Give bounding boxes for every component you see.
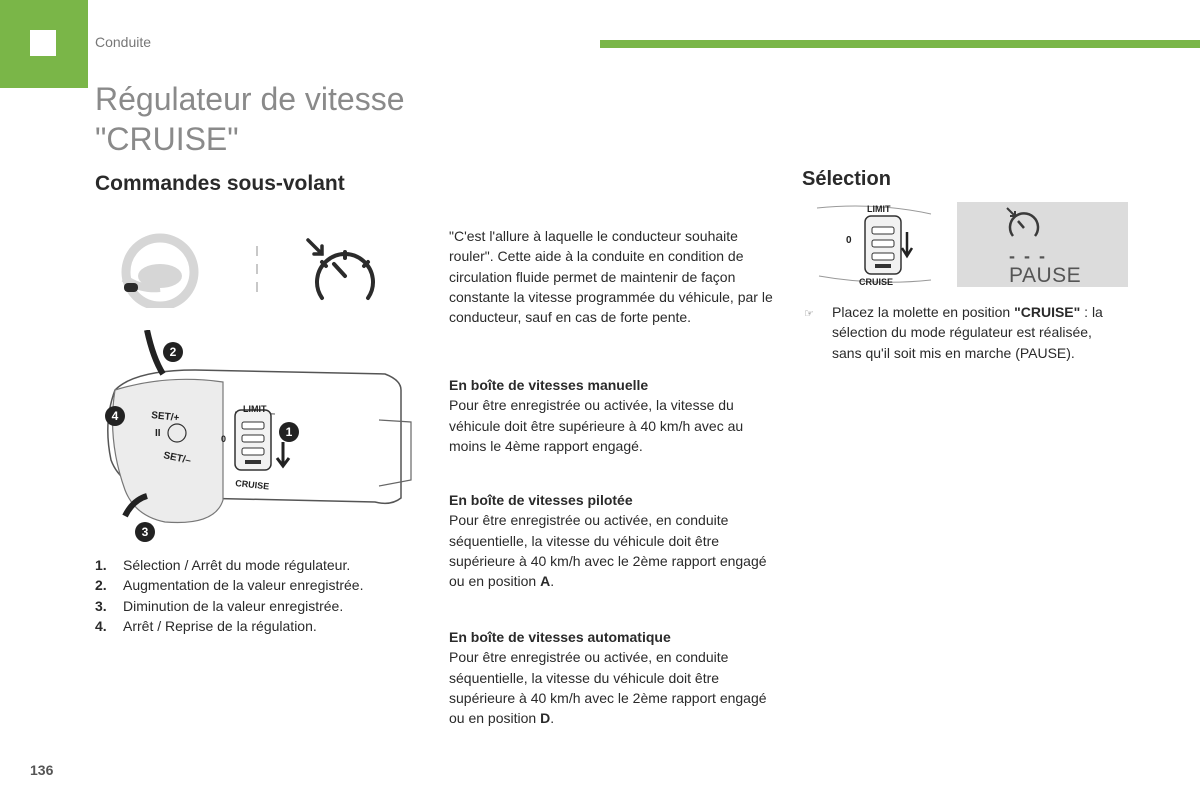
chapter-tab-marker bbox=[30, 30, 56, 56]
gearbox-piloted-title: En boîte de vitesses pilotée bbox=[449, 492, 633, 508]
stalk-label-zero: 0 bbox=[221, 434, 227, 444]
selection-instruction bbox=[804, 302, 1124, 363]
gearbox-piloted-position: A bbox=[540, 573, 551, 590]
svg-text:4: 4 bbox=[111, 409, 119, 423]
selection-instruction-text: Placez la molette en position "CRUISE" : la sélection du mode régulateur est réalisée, sans qu'il soit mis en marche (PAUSE). bbox=[832, 304, 1103, 361]
gearbox-piloted-period: . bbox=[550, 573, 555, 590]
stalk-label-pause-mark: II bbox=[155, 428, 161, 439]
svg-text:3: 3 bbox=[141, 525, 149, 539]
gearbox-automatic-text: Pour être enregistrée ou activée, en conduite séquentielle, la vitesse du véhicule doit être supérieure à 40 km/h avec le 2ème rapport engagé ou en position bbox=[449, 649, 767, 727]
header-accent-bar bbox=[600, 40, 1200, 48]
page-title-line-1: Régulateur de vitesse bbox=[95, 81, 405, 117]
gearbox-automatic-block bbox=[449, 627, 774, 728]
gearbox-manual-block bbox=[449, 375, 774, 456]
gearbox-manual-text: Pour être enregistrée ou activée, la vitesse du véhicule doit être supérieure à 40 km/h avec au moins le 4ème rapport engagé. bbox=[449, 397, 744, 454]
selection-label-cruise: CRUISE bbox=[859, 277, 894, 287]
page-title-line-2: "CRUISE" bbox=[95, 121, 239, 157]
intro-paragraph: "C'est l'allure à laquelle le conducteur souhaite rouler". Cette aide à la conduite en condition de circulation fluide permet de maintenir de façon constante la vitesse programmée du véhicule, par le conducteur, sauf en cas de forte pente. bbox=[449, 228, 773, 326]
cruise-speedometer-icon bbox=[308, 240, 373, 298]
instrument-display bbox=[957, 202, 1128, 287]
selection-heading: Sélection bbox=[802, 168, 891, 190]
steering-wheel-icon bbox=[124, 238, 194, 306]
gearbox-piloted-block bbox=[449, 490, 774, 591]
legend-item: 2. Augmentation de la valeur enregistrée. bbox=[95, 577, 364, 594]
thumbwheel bbox=[235, 410, 271, 470]
hand-pointer-icon: ☞ bbox=[804, 308, 814, 320]
gearbox-automatic-period: . bbox=[550, 710, 555, 727]
cruise-stalk-diagram bbox=[95, 330, 415, 545]
stalk-label-cruise: CRUISE bbox=[234, 478, 270, 492]
selection-down-arrow-icon bbox=[902, 232, 912, 256]
callout-3 bbox=[135, 522, 155, 542]
legend-item: 3. Diminution de la valeur enregistrée. bbox=[95, 597, 344, 614]
display-pause-label: PAUSE bbox=[1009, 264, 1082, 287]
svg-text:2: 2 bbox=[169, 345, 177, 359]
controls-legend bbox=[95, 555, 415, 636]
display-speed-dashes: - - - bbox=[1009, 246, 1047, 266]
callout-4 bbox=[105, 406, 125, 426]
svg-text:1: 1 bbox=[285, 425, 293, 439]
selection-thumbwheel-diagram bbox=[815, 200, 935, 290]
stalk-label-limit: LIMIT bbox=[243, 404, 267, 414]
push-up-arrow-icon bbox=[147, 330, 163, 374]
legend-item: 4. Arrêt / Reprise de la régulation. bbox=[95, 617, 317, 634]
controls-heading: Commandes sous-volant bbox=[95, 172, 345, 195]
gearbox-automatic-title: En boîte de vitesses automatique bbox=[449, 629, 671, 645]
selection-label-limit: LIMIT bbox=[867, 204, 891, 214]
gearbox-automatic-position: D bbox=[540, 710, 551, 727]
section-label: Conduite bbox=[95, 34, 152, 50]
page-title bbox=[95, 79, 405, 159]
gearbox-manual-title: En boîte de vitesses manuelle bbox=[449, 377, 649, 393]
gearbox-piloted-text: Pour être enregistrée ou activée, en conduite séquentielle, la vitesse du véhicule doit être supérieure à 40 km/h avec le 2ème rapport engagé ou en position bbox=[449, 512, 767, 590]
selection-label-zero: 0 bbox=[846, 235, 852, 246]
stalk-label-set-minus: SET/– bbox=[162, 450, 192, 467]
callout-1 bbox=[279, 422, 299, 442]
legend-item: 1. Sélection / Arrêt du mode régulateur. bbox=[95, 557, 351, 573]
controls-overview-icons bbox=[110, 228, 400, 308]
callout-2 bbox=[163, 342, 183, 362]
stalk-label-set-plus: SET/+ bbox=[150, 410, 180, 424]
page-number: 136 bbox=[30, 762, 54, 778]
display-cruise-icon bbox=[1003, 206, 1043, 240]
